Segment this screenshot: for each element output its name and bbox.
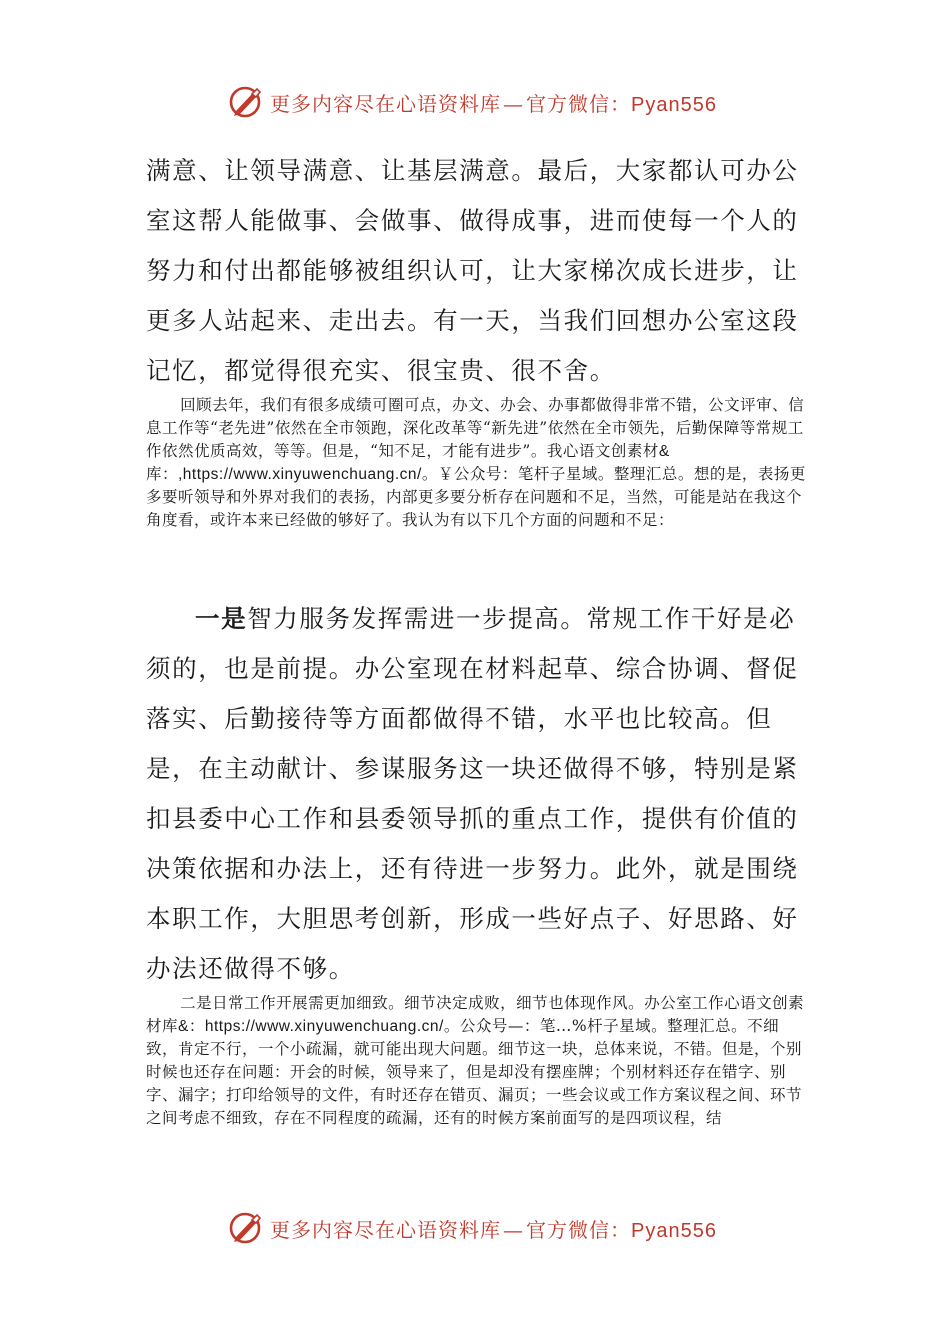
- footer-banner-text: [270, 1214, 717, 1243]
- paragraph-point-one: [146, 594, 806, 994]
- pen-logo-icon: [228, 1210, 264, 1246]
- banner-wechat-id: Pyan556: [631, 93, 717, 116]
- point-one-text: 智力服务发挥需进一步提高。常规工作干好是必须的，也是前提。办公室现在材料起草、综合协调、督促落实、后勤接待等方面都做得不错，水平也比较高。但是，在主动献计、参谋服务这一块还做得不够，特别是紧扣县委中心工作和县委领导抓的重点工作，提供有价值的决策依据和办法上，还有待进一步努力。此外，就是围绕本职工作，大胆思考创新，形成一些好点子、好思路、好办法还做得不够。: [146, 604, 799, 983]
- footer-banner: [228, 1208, 748, 1248]
- review-link: &库：,https://www.xinyuwenchuang.cn/: [146, 443, 670, 483]
- footer-brand: 更多内容尽在心语资料库: [270, 1217, 501, 1242]
- review-text-a: 回顾去年，我们有很多成绩可圈可点，办文、办会、办事都做得非常不错，公文评审、信息工作等“老先进”依然在全市领跑，深化改革等“新先进”依然在全市领先，后勤保障等常规工作依然优质高效，等等。但是，“知不足，才能有进步”。我心语文创素材: [146, 396, 805, 460]
- footer-separator: —: [503, 1217, 524, 1242]
- point-two-text-a: 二是日常工作开展需更加细致。细节决定成败，细节也体现作风。办公室工作心语文创素材库: [146, 994, 805, 1035]
- point-two-link: &：https://www.xinyuwenchuang.cn/: [178, 1018, 444, 1035]
- banner-separator: —: [503, 91, 524, 116]
- header-banner: [228, 82, 748, 122]
- point-two-text-c: 。公众号—：笔…%杆子星域。整理汇总。不细致，肯定不行，一个小疏漏，就可能出现大问题。细节这一块，总体来说，不错。但是，个别时候也还存在问题：开会的时候，领导来了，但是却没有摆座牌；个别材料还存在错字、别字、漏字；打印给领导的文件，有时还存在错页、漏页；一些会议或工作方案议程之间、环节之间考虑不细致，存在不同程度的疏漏，还有的时候方案前面写的是四项议程，结: [146, 1017, 803, 1127]
- footer-wechat-label: 官方微信：: [526, 1217, 631, 1242]
- point-one-lead: 一是: [195, 604, 248, 633]
- banner-brand: 更多内容尽在心语资料库: [270, 91, 501, 116]
- paragraph-closing: 满意、让领导满意、让基层满意。最后，大家都认可办公室这帮人能做事、会做事、做得成事，进而使每一个人的努力和付出都能够被组织认可，让大家梯次成长进步，让更多人站起来、走出去。有一天，当我们回想办公室这段记忆，都觉得很充实、很宝贵、很不舍。: [146, 156, 799, 385]
- pen-logo-icon: [228, 84, 264, 120]
- review-text-c: 。￥公众号：笔杆子星域。整理汇总。想的是，表扬更多要听领导和外界对我们的表扬，内部更多要分析存在问题和不足，当然，可能是站在我这个角度看，或许本来已经做的够好了。我认为有以下几个方面的问题和不足：: [146, 465, 806, 529]
- banner-wechat-label: 官方微信：: [526, 91, 631, 116]
- footer-wechat-id: Pyan556: [631, 1219, 717, 1242]
- banner-text: [270, 88, 717, 117]
- paragraph-review: [146, 394, 806, 532]
- paragraph-point-two: [146, 992, 806, 1130]
